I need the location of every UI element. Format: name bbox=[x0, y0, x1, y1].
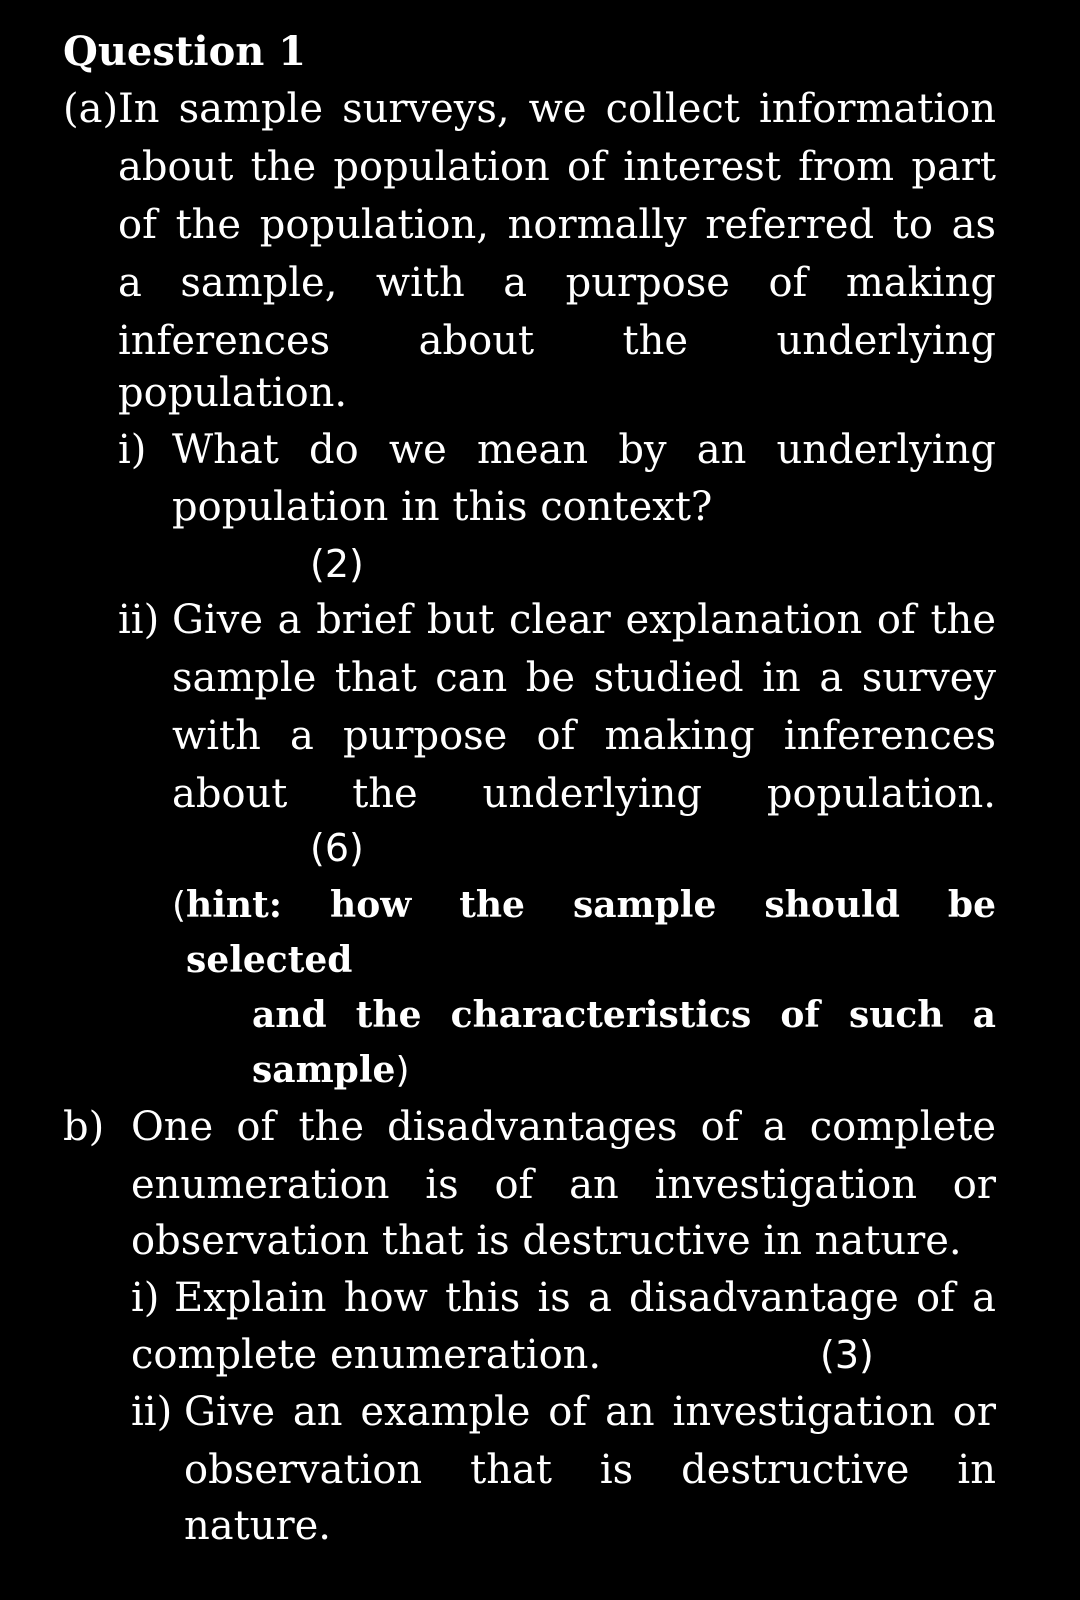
part-a-i-label: i) bbox=[118, 427, 147, 473]
part-a-i-marks: (2) bbox=[310, 542, 364, 586]
part-b-i-text-last: complete enumeration. bbox=[131, 1332, 602, 1378]
part-b-i-label: i) bbox=[131, 1275, 160, 1321]
part-b-intro-last: observation that is destructive in nature. bbox=[131, 1218, 962, 1264]
hint-close-paren: ) bbox=[395, 1050, 410, 1091]
part-b-ii-text-last: nature. bbox=[184, 1503, 331, 1549]
hint-block bbox=[172, 878, 996, 1098]
hint-line-3 bbox=[252, 1043, 996, 1098]
part-a-label: (a) bbox=[63, 86, 119, 132]
hint-text-1: hint: how the sample should be selected bbox=[186, 884, 996, 981]
hint-open-paren: ( bbox=[172, 885, 187, 926]
part-b-ii-label: ii) bbox=[131, 1389, 173, 1435]
part-b-i-text: Explain how this is a disadvantage of a bbox=[174, 1275, 996, 1321]
part-b-ii-text: Give an example of an investigation or observation that is destructive in bbox=[184, 1389, 996, 1493]
part-b-i-marks: (3) bbox=[820, 1333, 874, 1377]
hint-text-2: and the characteristics of such a bbox=[252, 994, 996, 1036]
part-b-intro: One of the disadvantages of a complete enumeration is of an investigation or bbox=[131, 1104, 996, 1208]
part-a-ii-marks: (6) bbox=[310, 826, 364, 870]
hint-line-1 bbox=[172, 878, 996, 988]
part-a-intro: In sample surveys, we collect information about the population of interest from part of the population, normally referred to as a sample, with a purpose of making inferences about the underlying bbox=[118, 86, 996, 364]
part-a-ii-label: ii) bbox=[118, 597, 160, 643]
part-b-label: b) bbox=[63, 1104, 105, 1150]
part-a-intro-last: population. bbox=[118, 370, 348, 416]
part-a-ii-text: Give a brief but clear explanation of the sample that can be studied in a survey with a purpose of making inferences about the underlying population. bbox=[172, 597, 996, 817]
part-a-i-text: What do we mean by an underlying bbox=[172, 427, 996, 473]
part-a-i-text-last: population in this context? bbox=[172, 484, 713, 530]
hint-text-3: sample bbox=[252, 1049, 396, 1091]
question-title: Question 1 bbox=[63, 28, 307, 75]
